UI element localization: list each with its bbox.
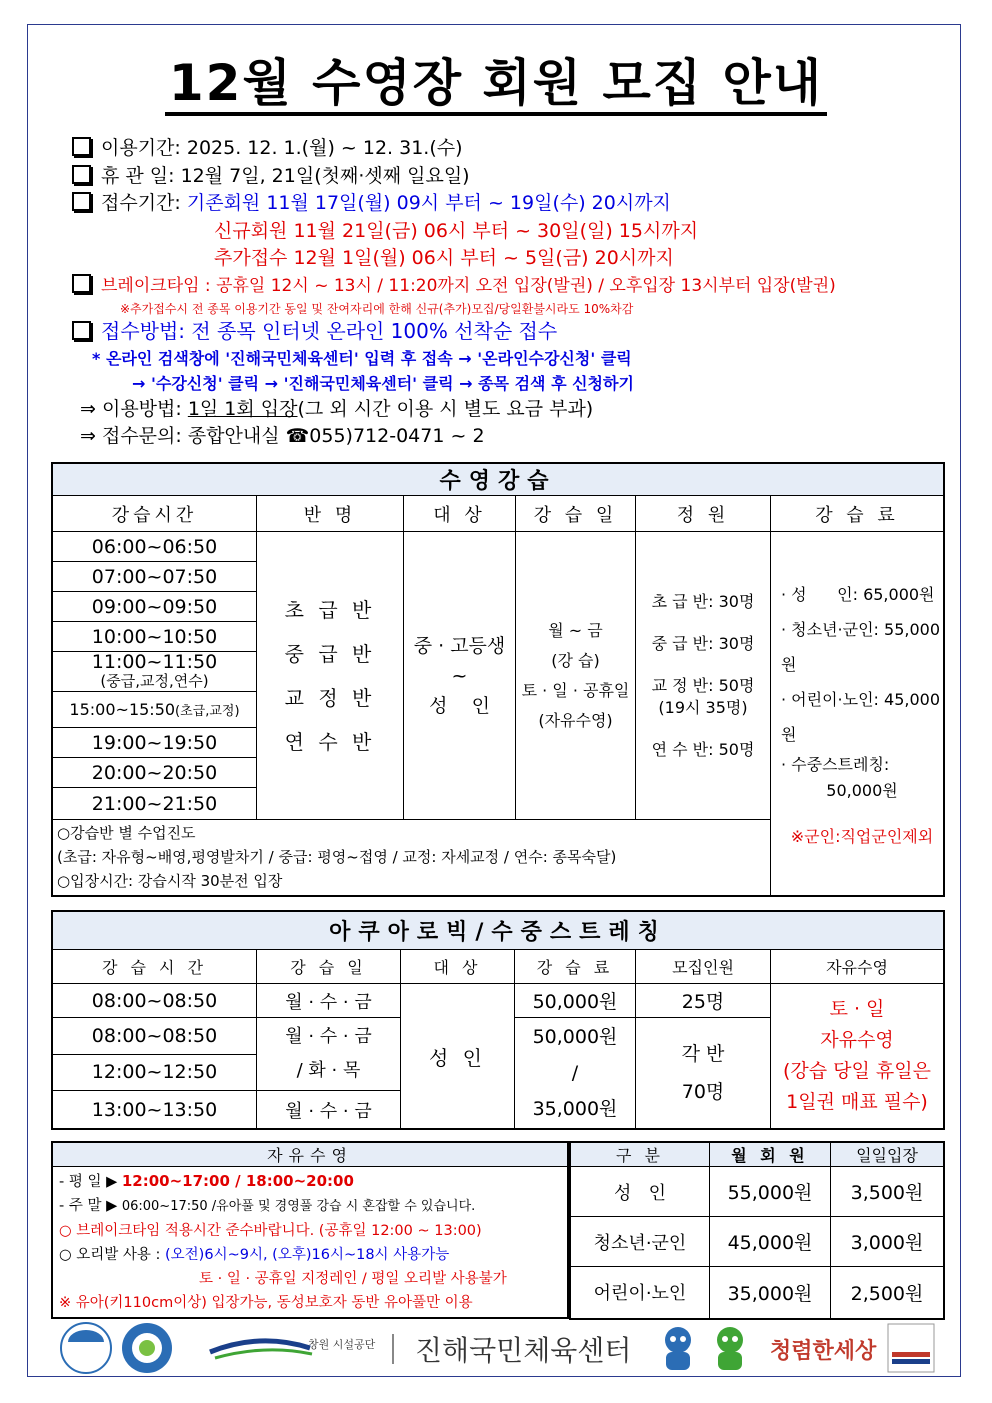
price-daily: 3,500원 xyxy=(831,1167,945,1217)
info-section xyxy=(72,135,952,451)
free-swim-header: 자유수영 xyxy=(52,1142,568,1167)
info-contact: ⇒ 접수문의: 종합안내실 ☎055)712-0471 ~ 2 xyxy=(80,425,485,447)
progress-notes: ○강습반 별 수업진도 (초급: 자유형~배영,평영발차기 / 중급: 평영~접영 / 교정: 자세교정 / 연수: 종목숙달) ○입장시간: 강습시작 30분전 입장 xyxy=(52,820,771,896)
info-period: 이용기간: 2025. 12. 1.(월) ~ 12. 31.(수) xyxy=(72,135,952,163)
checkbox-icon xyxy=(72,321,91,340)
info-usage: ⇒ 이용방법: 1일 1회 입장(그 외 시간 이용 시 별도 요금 부과) xyxy=(80,397,594,420)
capacity: 초 급 반: 30명 중 급 반: 30명 교 정 반: 50명 (19시 35명) 연 수 반: 50명 xyxy=(636,532,771,820)
info-method: 접수방법: 전 종목 인터넷 온라인 100% 선착순 접수 xyxy=(72,318,952,346)
fees: · 성 인: 65,000원 · 청소년·군인: 55,000원 · 어린이·노인: 45,000원 · 수중스트레칭: 50,000원 ※군인:직업군인제외 xyxy=(771,532,945,896)
col-header: 강 습 료 xyxy=(771,496,945,532)
time-cell: 08:00~08:50 xyxy=(52,1018,257,1054)
col-header: 정 원 xyxy=(636,496,771,532)
info-reception-new: 신규회원 11월 21일(금) 06시 부터 ~ 30일(일) 15시까지 xyxy=(214,219,699,242)
price-kind: 성 인 xyxy=(570,1167,710,1217)
footer-logos xyxy=(50,1322,940,1374)
col-header: 대 상 xyxy=(404,496,516,532)
certification-logo xyxy=(122,1323,172,1373)
col-header: 구 분 xyxy=(570,1142,710,1167)
day-cell: 월 · 수 · 금 xyxy=(257,1091,401,1129)
col-header: 강 습 일 xyxy=(516,496,636,532)
price-kind: 청소년·군인 xyxy=(570,1217,710,1267)
target: 중 · 고등생 ~ 성 인 xyxy=(404,532,516,820)
free-swim-table xyxy=(51,1141,569,1319)
time-cell: 15:00~15:50(초급,교정) xyxy=(52,692,257,728)
price-table xyxy=(569,1141,945,1320)
free-swim-note: 토 · 일 자유수영 (강습 당일 휴일은 1일권 매표 필수) xyxy=(771,984,945,1129)
logo-strip xyxy=(50,1322,940,1374)
col-header: 반 명 xyxy=(257,496,404,532)
swim-table-header: 수영강습 xyxy=(52,463,944,496)
slogan-logo: 청렴한세상 xyxy=(770,1339,877,1364)
day-cell: 월 · 수 · 금 xyxy=(257,984,401,1018)
aqua-target: 성 인 xyxy=(401,984,515,1129)
price-monthly: 35,000원 xyxy=(710,1267,831,1319)
col-header: 대 상 xyxy=(401,949,515,983)
info-reception: 접수기간: 기존회원 11월 17일(월) 09시 부터 ~ 19일(수) 20시까지 xyxy=(72,190,952,218)
col-header: 강습시간 xyxy=(52,496,257,532)
time-cell: 08:00~08:50 xyxy=(52,984,257,1018)
time-cell: 07:00~07:50 xyxy=(52,562,257,592)
info-method-note1: * 온라인 검색창에 '진해국민체육센터' 입력 후 접속 → '온라인수강신청' 클릭 xyxy=(92,348,632,368)
svg-text:창원 시설공단: 창원 시설공단 xyxy=(308,1338,376,1351)
class-names: 초 급 반 중 급 반 교 정 반 연 수 반 xyxy=(257,532,404,820)
checkbox-icon xyxy=(72,165,91,184)
time-cell: 12:00~12:50 xyxy=(52,1054,257,1090)
price-monthly: 45,000원 xyxy=(710,1217,831,1267)
swim-lesson-table xyxy=(51,462,945,897)
changwon-facilities-logo xyxy=(210,1337,376,1358)
checkbox-icon xyxy=(72,192,91,211)
aqua-table-header: 아쿠아로빅/수중스트레칭 xyxy=(52,911,944,949)
center-name: 진해국민체육센터 xyxy=(415,1334,632,1367)
time-cell: 11:00~11:50 (중급,교정,연수) xyxy=(52,652,257,692)
fee-cell: 50,000원 / 35,000원 xyxy=(515,1018,636,1129)
time-cell: 10:00~10:50 xyxy=(52,622,257,652)
col-header: 일일입장 xyxy=(831,1142,945,1167)
col-header: 강 습 일 xyxy=(257,949,401,983)
mascot-icon xyxy=(665,1327,691,1370)
capacity-cell: 25명 xyxy=(636,984,771,1018)
col-header: 강 습 시 간 xyxy=(52,949,257,983)
col-header: 강 습 료 xyxy=(515,949,636,983)
time-cell: 06:00~06:50 xyxy=(52,532,257,562)
price-daily: 2,500원 xyxy=(831,1267,945,1319)
day-cell: 월 · 수 · 금 / 화 · 목 xyxy=(257,1018,401,1091)
capacity-cell: 각 반 70명 xyxy=(636,1018,771,1129)
price-kind: 어린이·노인 xyxy=(570,1267,710,1319)
checkbox-icon xyxy=(72,274,91,293)
page-title: 12월 수영장 회원 모집 안내 xyxy=(0,52,992,114)
col-header: 자유수영 xyxy=(771,949,945,983)
info-closed: 휴 관 일: 12월 7일, 21일(첫째·셋째 일요일) xyxy=(72,163,952,191)
free-swim-body: - 평 일 ▶ 12:00~17:00 / 18:00~20:00 - 주 말 ▶ 06:00~17:50 /유아풀 및 경영풀 강습 시 혼잡할 수 있습니다. ○ 브레이크타임 적용시간 준수바랍니다. (공휴일 12:00 ~ 13:00) ○ 오리발 사용 : (오전)6시~9시, (오후)16시~18시 사용가능 토 · 일 · 공휴일 지정레인 / 평일 오리발 사용불가 ※ 유아(키110cm이상) 입장가능, 동성보호자 동반 유아풀만 이용 xyxy=(52,1167,568,1319)
price-daily: 3,000원 xyxy=(831,1217,945,1267)
aqua-table xyxy=(51,910,945,1130)
mascot-icon xyxy=(717,1327,743,1370)
lesson-days: 월 ~ 금 (강 습) 토 · 일 · 공휴일 (자유수영) xyxy=(516,532,636,820)
fee-cell: 50,000원 xyxy=(515,984,636,1018)
time-cell: 19:00~19:50 xyxy=(52,728,257,758)
info-method-note2: → '수강신청' 클릭 → '진해국민체육센터' 클릭 → 종목 검색 후 신청하기 xyxy=(132,373,634,393)
time-cell: 21:00~21:50 xyxy=(52,788,257,820)
price-monthly: 55,000원 xyxy=(710,1167,831,1217)
time-cell: 09:00~09:50 xyxy=(52,592,257,622)
time-cell: 20:00~20:50 xyxy=(52,758,257,788)
col-header: 월 회 원 xyxy=(710,1142,831,1167)
col-header: 모집인원 xyxy=(636,949,771,983)
info-reception-extra: 추가접수 12월 1일(월) 06시 부터 ~ 5일(금) 20시까지 xyxy=(214,247,674,269)
consumer-center-logo xyxy=(61,1323,111,1373)
info-note: ※추가접수시 전 종목 이용기간 동일 및 잔여자리에 한해 신규(추가)모집/당일환불시라도 10%차감 xyxy=(120,302,634,316)
info-break-time: 브레이크타임 : 공휴일 12시 ~ 13시 / 11:20까지 오전 입장(발권) / 오후입장 13시부터 입장(발권) xyxy=(72,273,952,301)
award-logo xyxy=(888,1324,934,1372)
time-cell: 13:00~13:50 xyxy=(52,1091,257,1129)
checkbox-icon xyxy=(72,137,91,156)
